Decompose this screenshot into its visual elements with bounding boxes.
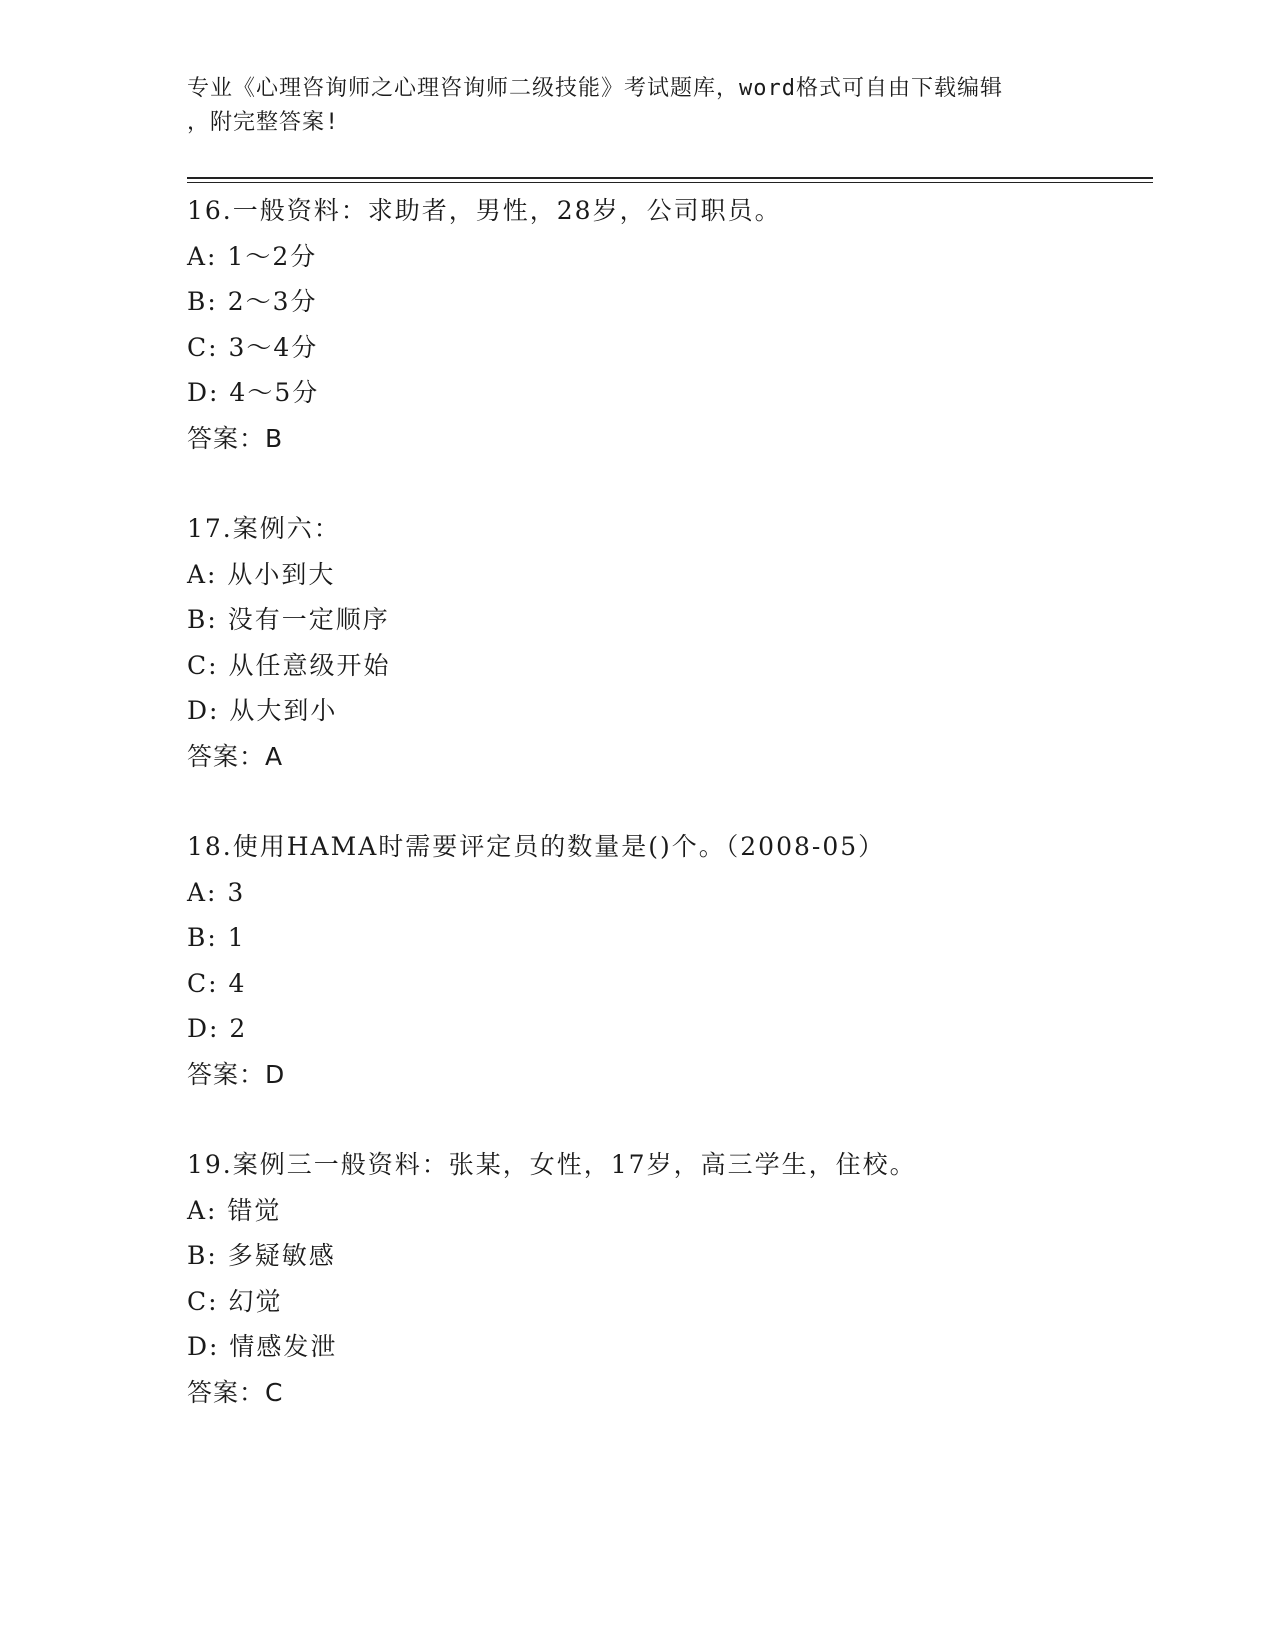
option-a: A: 1～2分 bbox=[187, 241, 318, 271]
option-b: B: 1 bbox=[187, 923, 246, 952]
question-18 bbox=[187, 824, 1153, 1097]
header-divider-thick bbox=[187, 177, 1153, 179]
question-17 bbox=[187, 506, 1153, 779]
option-c: C: 4 bbox=[187, 968, 247, 998]
option-c: C: 3～4分 bbox=[187, 332, 319, 362]
document-header bbox=[187, 72, 1087, 140]
question-stem: 16.一般资料：求助者，男性，28岁，公司职员。 bbox=[187, 196, 782, 225]
option-b: B: 多疑敏感 bbox=[187, 1241, 336, 1270]
option-a: A: 3 bbox=[187, 877, 246, 907]
option-a: A: 从小到大 bbox=[187, 559, 336, 589]
question-19 bbox=[187, 1142, 1153, 1415]
question-list bbox=[187, 188, 1153, 1460]
option-c: C: 幻觉 bbox=[187, 1286, 283, 1316]
option-d: D: 2 bbox=[187, 1014, 248, 1043]
option-b: B: 没有一定顺序 bbox=[187, 605, 390, 634]
header-line-1: 专业《心理咨询师之心理咨询师二级技能》考试题库，word格式可自由下载编辑 bbox=[187, 76, 1003, 101]
question-stem: 17.案例六： bbox=[187, 514, 341, 543]
option-c: C: 从任意级开始 bbox=[187, 650, 391, 680]
option-b: B: 2～3分 bbox=[187, 287, 318, 316]
question-stem: 19.案例三一般资料：张某，女性，17岁，高三学生，住校。 bbox=[187, 1150, 917, 1179]
answer-text: 答案：A bbox=[187, 741, 284, 771]
header-divider-thin bbox=[187, 182, 1153, 183]
answer-text: 答案：C bbox=[187, 1377, 284, 1407]
option-a: A: 错觉 bbox=[187, 1195, 282, 1225]
question-16 bbox=[187, 188, 1153, 461]
option-d: D: 4～5分 bbox=[187, 378, 320, 407]
answer-text: 答案：B bbox=[187, 423, 284, 453]
question-stem: 18.使用HAMA时需要评定员的数量是()个。（2008-05） bbox=[187, 832, 886, 861]
header-line-2: ，附完整答案! bbox=[187, 110, 340, 135]
option-d: D: 从大到小 bbox=[187, 696, 338, 725]
option-d: D: 情感发泄 bbox=[187, 1332, 338, 1361]
answer-text: 答案：D bbox=[187, 1059, 286, 1089]
